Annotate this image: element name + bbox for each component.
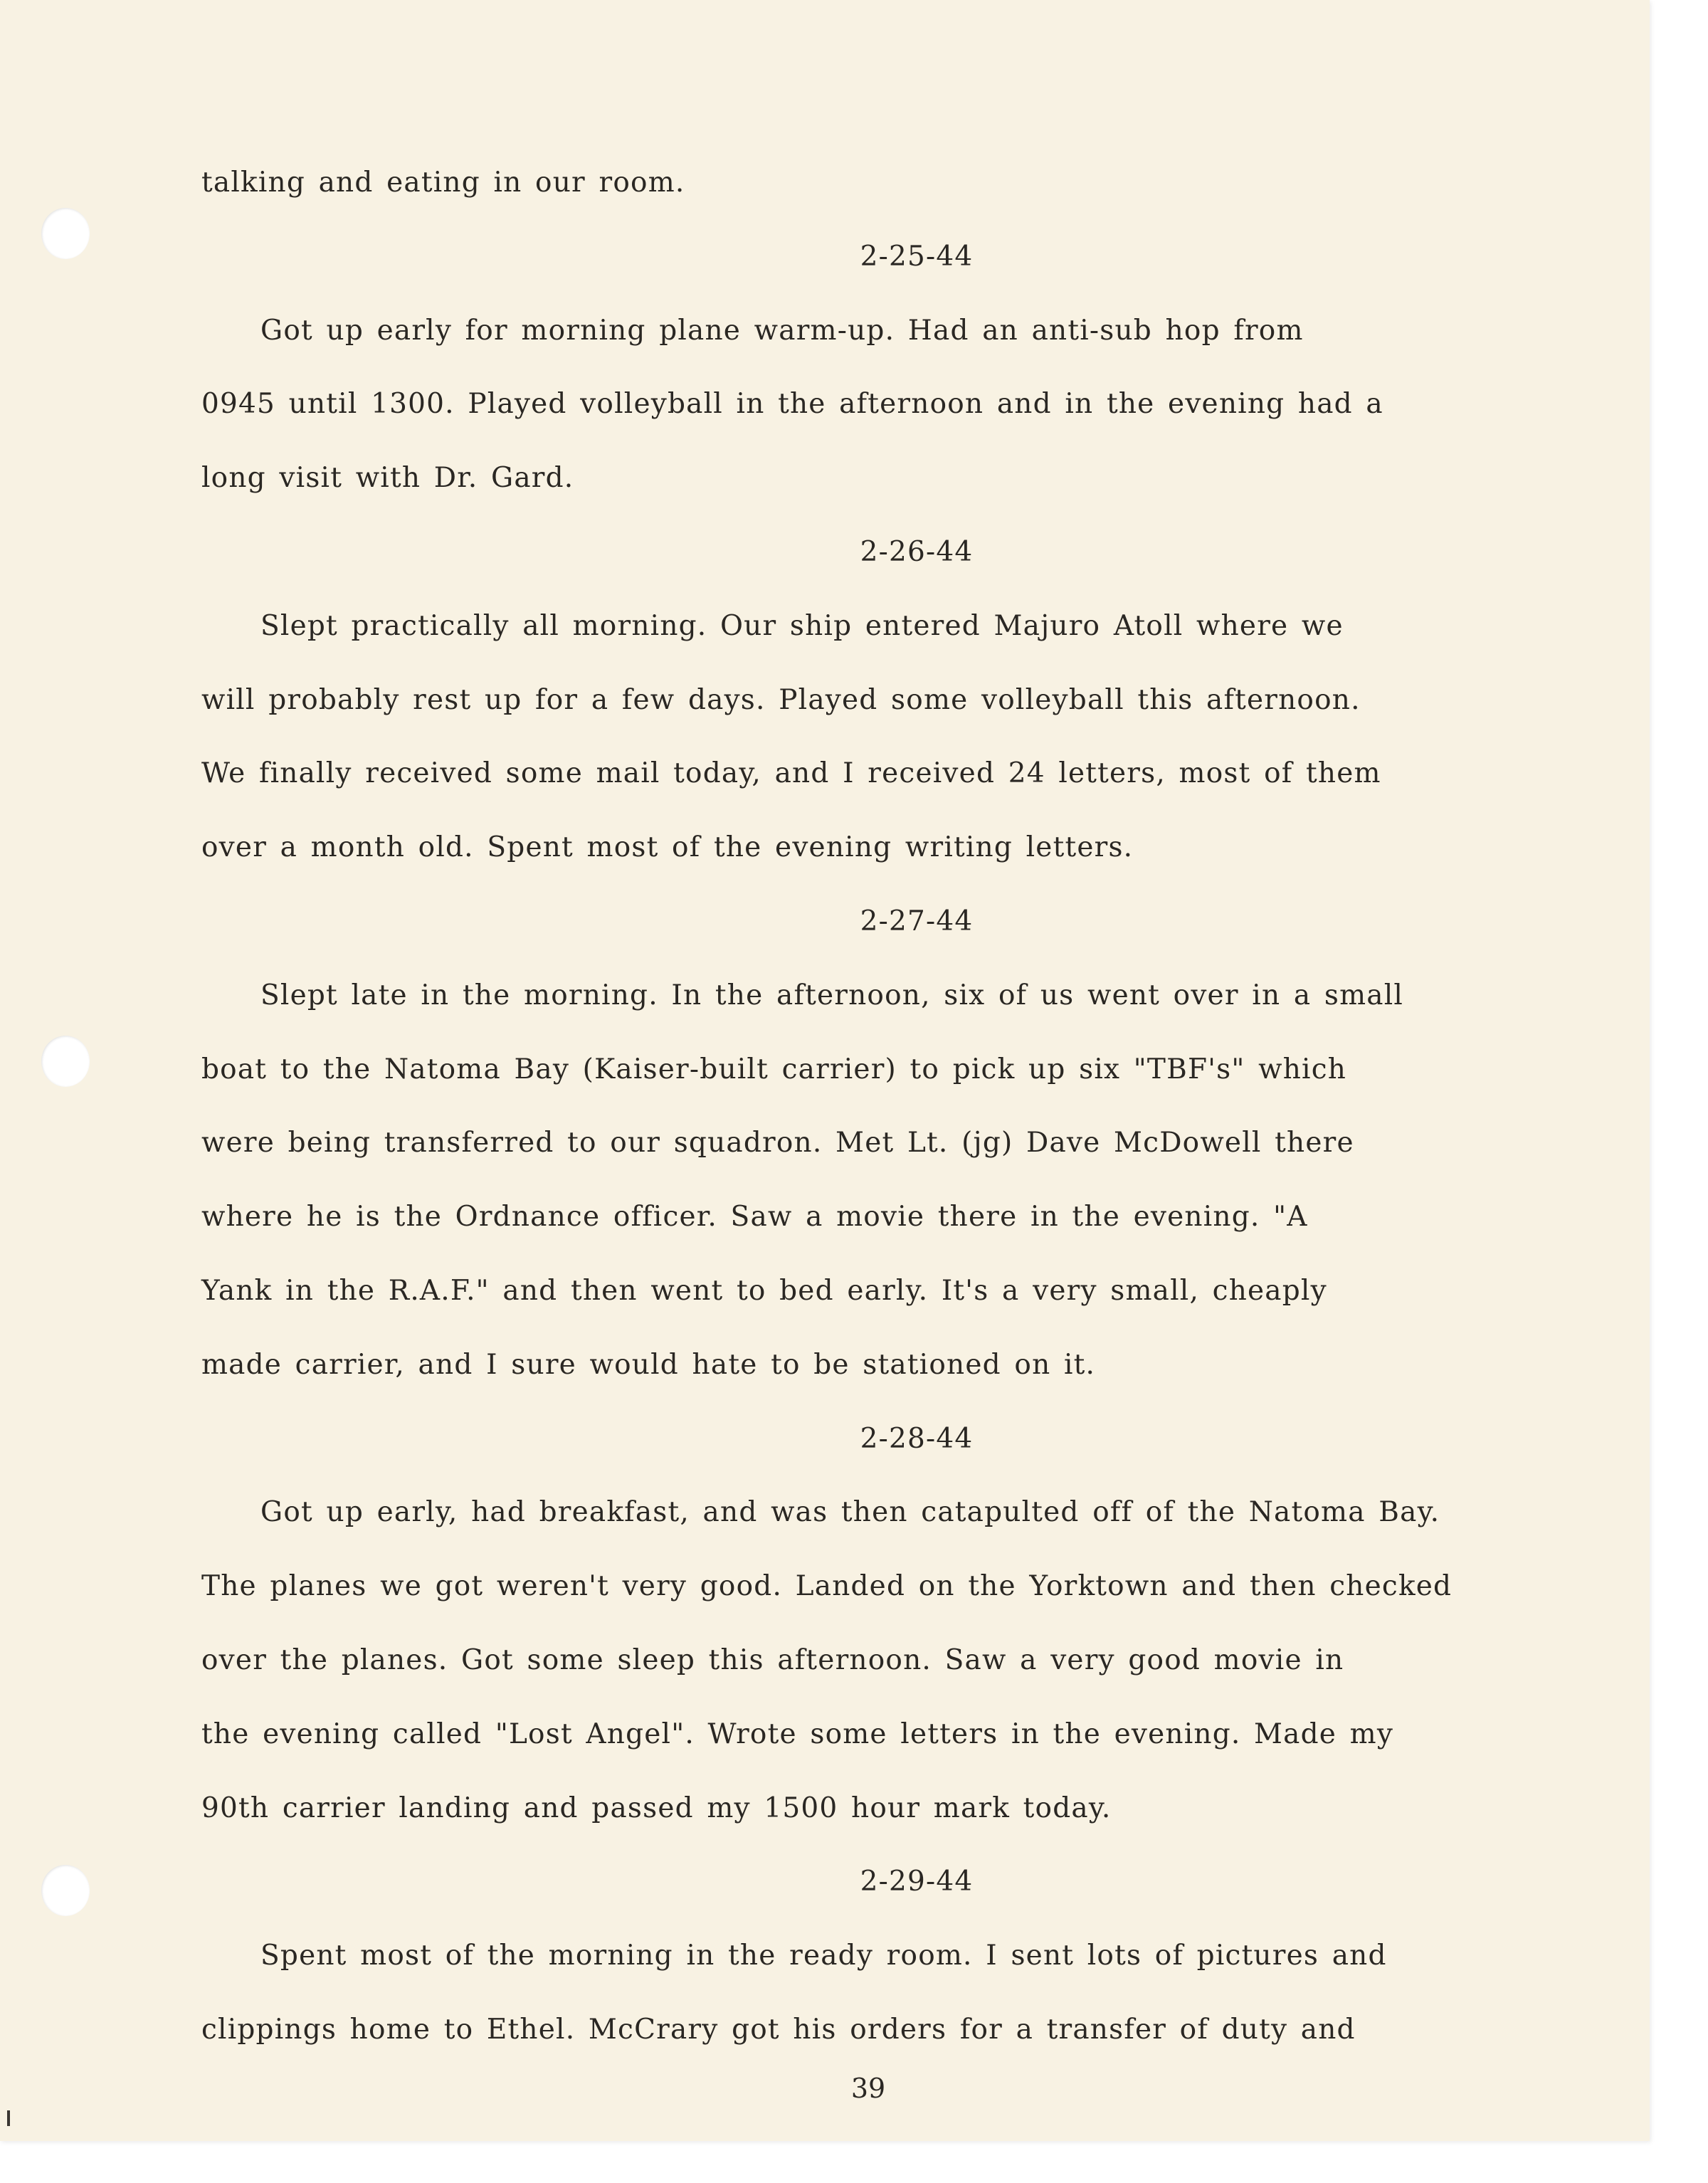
document-body bbox=[201, 146, 1554, 2067]
entry-date: 2-28-44 bbox=[860, 1422, 974, 1455]
text-line: made carrier, and I sure would hate to be stationed on it. bbox=[201, 1348, 1096, 1381]
text-line: Got up early for morning plane warm-up. Had an anti-sub hop from bbox=[260, 314, 1304, 347]
entry-date: 2-27-44 bbox=[860, 905, 974, 937]
binder-hole-bottom bbox=[41, 1865, 90, 1916]
text-line: Yank in the R.A.F." and then went to bed early. It's a very small, cheaply bbox=[201, 1274, 1327, 1307]
text-line: boat to the Natoma Bay (Kaiser-built carrier) to pick up six "TBF's" which bbox=[201, 1053, 1347, 1085]
text-line: Spent most of the morning in the ready room. I sent lots of pictures and bbox=[260, 1940, 1387, 1972]
text-line: were being transferred to our squadron. Met Lt. (jg) Dave McDowell there bbox=[201, 1127, 1354, 1159]
entry-date: 2-25-44 bbox=[860, 240, 974, 273]
text-line: Slept late in the morning. In the afternoon, six of us went over in a small bbox=[260, 979, 1404, 1011]
text-line: 90th carrier landing and passed my 1500 hour mark today. bbox=[201, 1792, 1112, 1824]
text-line: The planes we got weren't very good. Landed on the Yorktown and then checked bbox=[201, 1570, 1453, 1603]
text-line: 0945 until 1300. Played volleyball in the afternoon and in the evening had a bbox=[201, 388, 1383, 421]
text-line: will probably rest up for a few days. Played some volleyball this afternoon. bbox=[201, 683, 1361, 716]
text-line: Slept practically all morning. Our ship entered Majuro Atoll where we bbox=[260, 609, 1344, 642]
text-line: long visit with Dr. Gard. bbox=[201, 462, 574, 495]
text-line: clippings home to Ethel. McCrary got his orders for a transfer of duty and bbox=[201, 2013, 1356, 2046]
binder-hole-middle bbox=[41, 1036, 90, 1087]
text-line: over a month old. Spent most of the evening writing letters. bbox=[201, 831, 1134, 864]
text-line: the evening called "Lost Angel". Wrote some letters in the evening. Made my bbox=[201, 1718, 1394, 1750]
page-number: 39 bbox=[850, 2073, 886, 2104]
text-line: over the planes. Got some sleep this afternoon. Saw a very good movie in bbox=[201, 1643, 1344, 1676]
entry-date: 2-26-44 bbox=[860, 535, 974, 568]
text-line: We finally received some mail today, and I received 24 letters, most of them bbox=[201, 757, 1381, 790]
text-line: where he is the Ordnance officer. Saw a movie there in the evening. "A bbox=[201, 1201, 1308, 1233]
text-line: talking and eating in our room. bbox=[201, 167, 685, 199]
text-line: Got up early, had breakfast, and was then catapulted off of the Natoma Bay. bbox=[260, 1496, 1440, 1529]
margin-mark bbox=[7, 2110, 10, 2126]
entry-date: 2-29-44 bbox=[860, 1866, 974, 1898]
binder-hole-top bbox=[41, 208, 90, 259]
